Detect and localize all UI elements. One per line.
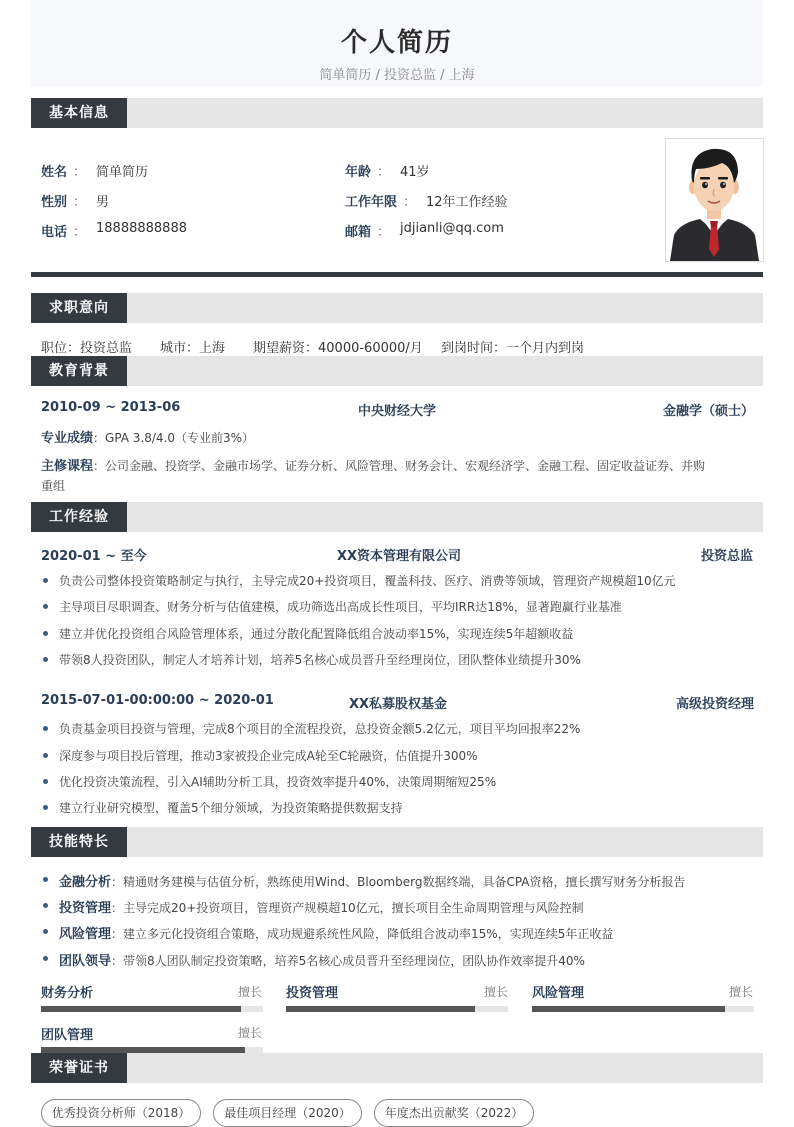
- page-title: 个人简历: [340, 28, 453, 58]
- skill-desc-text: ：建立多元化投资组合策略，成功规避系统性风险，降低组合波动率15%，实现连续5年正收益: [111, 927, 614, 941]
- section-skills: [31, 827, 763, 857]
- years-colon: ：: [403, 195, 417, 210]
- section-basic: [31, 98, 763, 128]
- intent-salary: 期望薪资：40000-60000/月: [253, 341, 423, 356]
- job1-item: 建立并优化投资组合风险管理体系，通过分散化配置降低组合波动率15%，实现连续5年超额收益: [59, 627, 574, 641]
- section-work: [31, 502, 763, 532]
- job2-item: 优化投资决策流程，引入AI辅助分析工具，投资效率提升40%，决策周期缩短25%: [59, 775, 497, 789]
- skill-desc-text: ：精通财务建模与估值分析，熟练使用Wind、Bloomberg数据终端，具备CPA资格，擅长撰写财务分析报告: [111, 875, 686, 889]
- skill-bar-track: [532, 1006, 754, 1012]
- gender-colon: ：: [73, 195, 87, 210]
- job1-period: 2020-01 ~ 至今: [41, 549, 147, 564]
- honor-badge: 优秀投资分析师（2018）: [41, 1099, 201, 1127]
- skill-desc-row: [59, 897, 584, 916]
- intent-position: 职位：投资总监: [41, 341, 133, 356]
- courses-label: 主修课程: [41, 459, 94, 474]
- job1-item: 主导项目尽职调查、财务分析与估值建模，成功筛选出高成长性项目，平均IRR达18%，显著跑赢行业基准: [59, 600, 622, 614]
- section-basic-title: 基本信息: [31, 98, 127, 128]
- section-intent-title: 求职意向: [31, 293, 127, 323]
- age-value: 41岁: [400, 165, 430, 180]
- bullet-dot: [43, 726, 48, 731]
- intent-arrival: 到岗时间：一个月内到岗: [441, 341, 585, 356]
- skill-desc-row: [59, 871, 686, 890]
- skill-bar-fill: [286, 1006, 475, 1012]
- job1-item: 负责公司整体投资策略制定与执行，主导完成20+投资项目，覆盖科技、医疗、消费等领域，管理资产规模超10亿元: [59, 574, 676, 588]
- bullet-dot: [43, 631, 48, 636]
- gpa-value: ：GPA 3.8/4.0（专业前3%）: [93, 431, 255, 445]
- skill-bar-fill: [41, 1006, 241, 1012]
- job2-role: 高级投资经理: [676, 697, 755, 712]
- email-value: jdjianli@qq.com: [400, 221, 504, 236]
- name-colon: ：: [73, 165, 87, 180]
- skill-bar-track: [41, 1006, 263, 1012]
- bullet-dot: [43, 779, 48, 784]
- skill-bar-name: 投资管理: [286, 986, 339, 1001]
- bullet-dot: [43, 903, 48, 908]
- skill-desc-text: ：带领8人团队制定投资策略，培养5名核心成员晋升至经理岗位，团队协作效率提升40%: [111, 954, 585, 968]
- education-major: 金融学（硕士）: [663, 404, 755, 419]
- phone-value: 18888888888: [96, 221, 187, 236]
- intent-city: 城市：上海: [160, 341, 226, 356]
- resume-sheet: [31, 0, 763, 1123]
- job2-item: 负责基金项目投资与管理，完成8个项目的全流程投资，总投资金额5.2亿元，项目平均回报率22%: [59, 722, 581, 736]
- avatar-photo: [665, 138, 764, 262]
- job2-company: XX私募股权基金: [349, 697, 448, 712]
- bullet-dot: [43, 877, 48, 882]
- bullet-dot: [43, 753, 48, 758]
- years-value: 12年工作经验: [426, 195, 508, 210]
- job2-item: 深度参与项目投后管理，推动3家被投企业完成A轮至C轮融资，估值提升300%: [59, 749, 478, 763]
- job2-item: 建立行业研究模型，覆盖5个细分领域，为投资策略提供数据支持: [59, 801, 403, 815]
- bullet-dot: [43, 929, 48, 934]
- name-label: 姓名: [41, 165, 68, 180]
- bullet-dot: [43, 805, 48, 810]
- skill-bar-name: 团队管理: [41, 1028, 94, 1043]
- skill-bar-level: 擅长: [238, 985, 263, 999]
- bullet-dot: [43, 657, 48, 662]
- skill-desc-text: ：主导完成20+投资项目，管理资产规模超10亿元，擅长项目全生命周期管理与风险控制: [111, 901, 584, 915]
- skill-bar-name: 风险管理: [532, 986, 585, 1001]
- education-gpa-row: [41, 427, 254, 446]
- section-divider: [31, 272, 763, 277]
- name-value: 简单简历: [96, 165, 149, 180]
- section-education: [31, 356, 763, 386]
- job1-role: 投资总监: [701, 549, 754, 564]
- gender-label: 性别: [41, 195, 68, 210]
- courses-value: ：公司金融、投资学、金融市场学、证券分析、风险管理、财务会计、宏观经济学、金融工程、固定收益证券、并购: [93, 459, 706, 473]
- skill-bar-level: 擅长: [238, 1026, 263, 1040]
- bullet-dot: [43, 604, 48, 609]
- skill-bar-name: 财务分析: [41, 986, 94, 1001]
- job2-period: 2015-07-01-00:00:00 ~ 2020-01: [41, 693, 274, 708]
- skill-desc-row: [59, 950, 585, 969]
- honor-badge: 年度杰出贡献奖（2022）: [374, 1099, 534, 1127]
- education-school: 中央财经大学: [358, 404, 437, 419]
- gpa-label: 专业成绩: [41, 431, 94, 446]
- skill-desc-label: 风险管理: [59, 927, 112, 942]
- honor-badge: 最佳项目经理（2020）: [213, 1099, 362, 1127]
- section-education-title: 教育背景: [31, 356, 127, 386]
- phone-colon: ：: [73, 225, 87, 240]
- section-honors: [31, 1053, 763, 1083]
- section-honors-title: 荣誉证书: [31, 1053, 127, 1083]
- avatar-illustration: [666, 139, 763, 261]
- phone-label: 电话: [41, 225, 68, 240]
- age-label: 年龄: [345, 165, 372, 180]
- section-work-title: 工作经验: [31, 502, 127, 532]
- skill-desc-label: 团队领导: [59, 954, 112, 969]
- section-intent: [31, 293, 763, 323]
- courses-value-cont: 重组: [41, 479, 66, 493]
- section-skills-title: 技能特长: [31, 827, 127, 857]
- job1-item: 带领8人投资团队，制定人才培养计划，培养5名核心成员晋升至经理岗位，团队整体业绩提升30%: [59, 653, 581, 667]
- gender-value: 男: [96, 195, 110, 210]
- page-subtitle: 简单简历 / 投资总监 / 上海: [319, 68, 475, 83]
- skill-bar-level: 擅长: [729, 985, 754, 999]
- email-label: 邮箱: [345, 225, 372, 240]
- years-label: 工作年限: [345, 195, 398, 210]
- skill-bar-fill: [532, 1006, 725, 1012]
- bullet-dot: [43, 578, 48, 583]
- bullet-dot: [43, 956, 48, 961]
- skill-desc-label: 投资管理: [59, 901, 112, 916]
- education-period: 2010-09 ~ 2013-06: [41, 400, 181, 415]
- skill-bar-track: [286, 1006, 508, 1012]
- skill-desc-row: [59, 923, 613, 942]
- skill-desc-label: 金融分析: [59, 875, 112, 890]
- age-colon: ：: [377, 165, 391, 180]
- skill-bar-level: 擅长: [484, 985, 509, 999]
- education-courses-row: [41, 455, 705, 474]
- job1-company: XX资本管理有限公司: [337, 549, 462, 564]
- email-colon: ：: [377, 225, 391, 240]
